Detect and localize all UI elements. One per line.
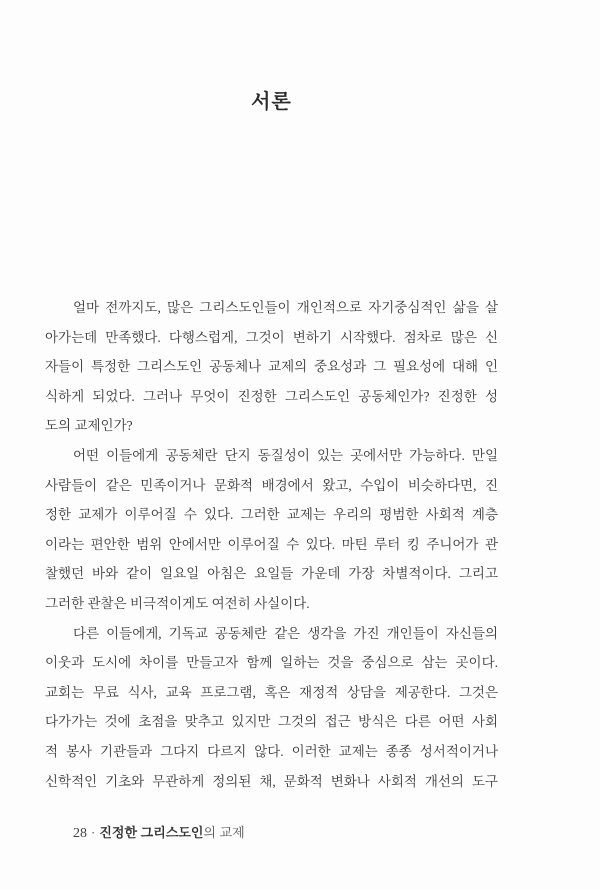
- page-footer: [73, 823, 245, 843]
- body-text-line: 이라는 편안한 범위 안에서만 이루어질 수 있다. 마틴 루터 킹 주니어가 관: [45, 536, 498, 552]
- body-text-line: 얼마 전까지도, 많은 그리스도인들이 개인적으로 자기중심적인 삶을 살: [73, 300, 498, 315]
- chapter-title: 서론: [251, 91, 292, 113]
- body-text-line: 아가는데 만족했다. 다행스럽게, 그것이 변하기 시작했다. 점차로 많은 신: [45, 329, 498, 345]
- body-text-line: 신학적인 기초와 무관하게 정의된 채, 문화적 변화나 사회적 개선의 도구: [45, 773, 498, 789]
- body-text-line: 자들이 특정한 그리스도인 공동체나 교제의 중요성과 그 필요성에 대해 인: [45, 359, 498, 375]
- book-title-rest: 의 교제: [203, 825, 245, 840]
- body-text-line: 어떤 이들에게 공동체란 단지 동질성이 있는 곳에서만 가능하다. 만일: [73, 447, 498, 463]
- body-text-line: 다가가는 것에 초점을 맞추고 있지만 그것의 접근 방식은 다른 어떤 사회: [45, 714, 498, 730]
- body-text-line: 식하게 되었다. 그러나 무엇이 진정한 그리스도인 공동체인가? 진정한 성: [45, 388, 498, 404]
- body-text-line: 사람들이 같은 민족이거나 문화적 배경에서 왔고, 수입이 비슷하다면, 진: [45, 477, 498, 493]
- body-text-line: 적 봉사 기관들과 그다지 다르지 않다. 이러한 교제는 종종 성서적이거나: [45, 743, 498, 759]
- body-text-line: 찰했던 바와 같이 일요일 아침은 요일들 가운데 가장 차별적이다. 그리고: [45, 566, 498, 582]
- book-title-bold: 진정한 그리스도인: [99, 825, 204, 840]
- page-number: 28: [73, 826, 87, 841]
- body-text-line: 그러한 관찰은 비극적이게도 여전히 사실이다.: [45, 595, 310, 611]
- body-text-line: 다른 이들에게, 기독교 공동체란 같은 생각을 가진 개인들이 자신들의: [73, 625, 498, 641]
- body-text-line: 정한 교제가 이루어질 수 있다. 그러한 교제는 우리의 평범한 사회적 계층: [45, 507, 498, 523]
- body-text-line: 도의 교제인가?: [45, 418, 133, 434]
- footer-separator-dot: ·: [91, 825, 96, 840]
- body-text-line: 이웃과 도시에 차이를 만들고자 함께 일하는 것을 중심으로 삼는 곳이다.: [45, 655, 498, 671]
- body-text: [45, 293, 498, 796]
- body-text-line: 교회는 무료 식사, 교육 프로그램, 혹은 재정적 상담을 제공한다. 그것은: [45, 684, 498, 700]
